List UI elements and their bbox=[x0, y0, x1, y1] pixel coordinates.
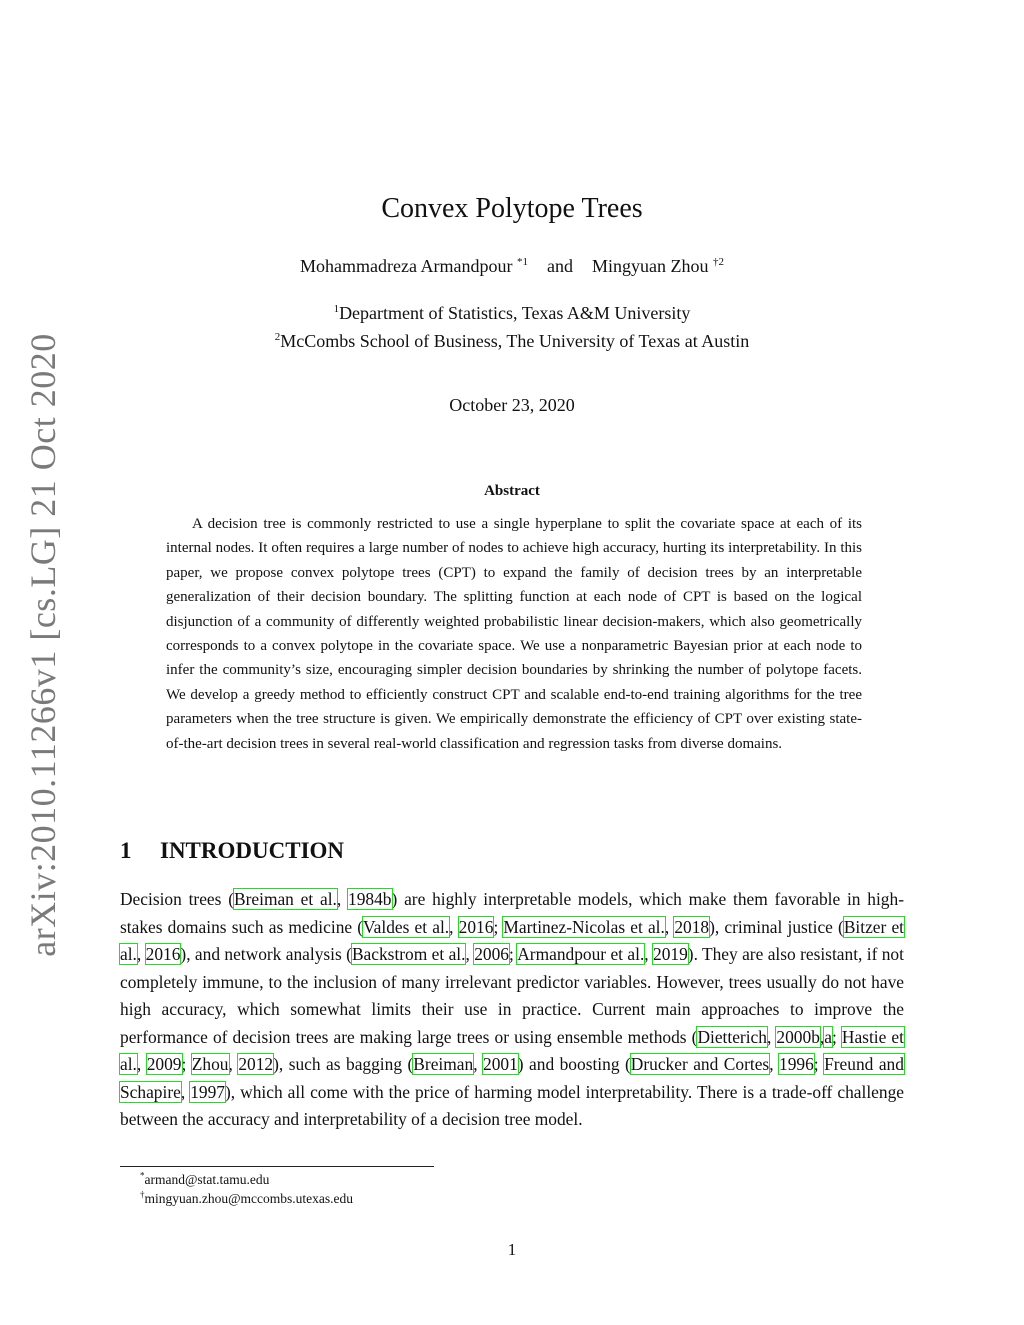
citation-link[interactable]: Valdes et al. bbox=[363, 916, 450, 937]
body-text: ), which all come with the price of harming model interpretability. There is a trade-off challenge between the accuracy and interpretability of a decision tree model. bbox=[120, 1081, 904, 1129]
authors-joiner: and bbox=[546, 256, 573, 276]
section-heading bbox=[120, 838, 344, 864]
citation-link[interactable]: Drucker and Cortes bbox=[630, 1054, 770, 1074]
body-text: ; bbox=[493, 916, 504, 937]
author-line bbox=[0, 256, 1024, 277]
body-text: , bbox=[766, 1026, 777, 1047]
introduction-paragraph bbox=[120, 886, 904, 1134]
citation-link[interactable]: Armandpour et al. bbox=[517, 944, 645, 964]
body-text: ) and boosting ( bbox=[517, 1054, 631, 1074]
citation-link[interactable]: Martinez-Nicolas et al. bbox=[503, 916, 665, 937]
body-text: , bbox=[664, 916, 675, 937]
body-text: , bbox=[769, 1054, 780, 1074]
citation-link[interactable]: 2019 bbox=[653, 944, 688, 964]
body-text: , bbox=[644, 944, 654, 964]
footnote bbox=[140, 1172, 269, 1188]
body-text: , bbox=[473, 1054, 483, 1074]
citation-link[interactable]: Backstrom et al. bbox=[351, 944, 466, 964]
body-text: , bbox=[336, 889, 349, 909]
citation-link[interactable]: 1984b bbox=[348, 889, 392, 909]
citation-link[interactable]: 1996 bbox=[779, 1054, 814, 1074]
section-number: 1 bbox=[120, 838, 132, 863]
body-text: ; bbox=[181, 1054, 192, 1074]
affiliation-text: McCombs School of Business, The University of Texas at Austin bbox=[280, 331, 750, 351]
body-text: Decision trees ( bbox=[120, 889, 234, 909]
body-text: , bbox=[136, 944, 146, 964]
paper-date: October 23, 2020 bbox=[449, 395, 575, 415]
citation-link[interactable]: 2006 bbox=[474, 944, 509, 964]
body-text: ). They are also resistant, if not completely immune, to the inclusion of many irrelevant predictor variables. However, trees usually do not have high accuracy, which somewhat limits their use in practice. Current main approaches to improve the performance of decision trees are making large trees or using ensemble methods ( bbox=[120, 944, 904, 1047]
author-name: Mingyuan Zhou bbox=[591, 256, 709, 276]
affiliation-mark: 2 bbox=[274, 331, 281, 343]
footnote-mark: * bbox=[140, 1170, 145, 1181]
affiliation-mark: 1 bbox=[333, 303, 340, 315]
section-title: INTRODUCTION bbox=[160, 838, 345, 863]
author-name: Mohammadreza Armandpour bbox=[300, 256, 513, 276]
affiliation bbox=[0, 303, 1024, 324]
citation-link[interactable]: 2016 bbox=[145, 944, 181, 964]
body-text: , bbox=[228, 1054, 239, 1074]
page-number: 1 bbox=[507, 1240, 517, 1259]
citation-link[interactable]: 2001 bbox=[483, 1054, 518, 1074]
citation-link[interactable]: 2000b bbox=[776, 1026, 820, 1047]
citation-link[interactable]: Bitzer et al. bbox=[120, 916, 905, 964]
body-text: ; bbox=[831, 1026, 842, 1047]
body-text: ), criminal justice ( bbox=[709, 916, 844, 937]
citation-link[interactable]: 2009 bbox=[146, 1054, 182, 1074]
body-text: ), and network analysis ( bbox=[180, 944, 352, 964]
body-text: ; bbox=[508, 944, 518, 964]
footnote-email-link[interactable]: mingyuan.zhou@mccombs.utexas.edu bbox=[144, 1191, 354, 1206]
author-mark: †2 bbox=[712, 256, 724, 268]
citation-link[interactable]: a bbox=[824, 1026, 832, 1047]
affiliation bbox=[0, 331, 1024, 352]
citation-link[interactable]: Breiman et al. bbox=[234, 889, 337, 909]
citation-link[interactable]: Hastie et al. bbox=[120, 1026, 904, 1074]
citation-link[interactable]: 2012 bbox=[238, 1054, 274, 1074]
body-text: , bbox=[449, 916, 459, 937]
body-text: , bbox=[819, 1026, 825, 1047]
body-text: , bbox=[465, 944, 475, 964]
body-text: , bbox=[136, 1054, 147, 1074]
footnote-divider bbox=[120, 1166, 434, 1167]
footnote-email-link[interactable]: armand@stat.tamu.edu bbox=[144, 1172, 270, 1187]
body-text: , bbox=[180, 1081, 191, 1102]
footnote-mark: † bbox=[140, 1189, 145, 1200]
citation-link[interactable]: 2018 bbox=[674, 916, 710, 937]
citation-link[interactable]: Zhou bbox=[191, 1054, 229, 1074]
citation-link[interactable]: 2016 bbox=[458, 916, 494, 937]
arxiv-identifier-stamp: arXiv:2010.11266v1 [cs.LG] 21 Oct 2020 bbox=[23, 333, 63, 957]
citation-link[interactable]: Breiman bbox=[413, 1054, 474, 1074]
body-text: ; bbox=[813, 1054, 825, 1074]
citation-link[interactable]: Freund and Schapire bbox=[120, 1054, 904, 1102]
abstract-body: A decision tree is commonly restricted to use a single hyperplane to split the covariate space at each of its internal nodes. It often requires a large number of nodes to achieve high accuracy, hurting its interpretability. In this paper, we propose convex polytope trees (CPT) to expand the family of decision trees by an interpretable generalization of their decision boundary. The splitting function at each node of CPT is based on the logical disjunction of a community of differently weighted probabilistic linear decision-makers, which also geometrically corresponds to a convex polytope in the covariate space. We use a nonparametric Bayesian prior at each node to infer the community’s size, encouraging simpler decision boundaries by shrinking the number of polytope facets. We develop a greedy method to efficiently construct CPT and scalable end-to-end training algorithms for the tree parameters when the tree structure is given. We empirically demonstrate the efficiency of CPT over existing state-of-the-art decision trees in several real-world classification and regression tasks from diverse domains. bbox=[166, 516, 862, 752]
body-text: ), such as bagging ( bbox=[273, 1054, 414, 1074]
footnote bbox=[140, 1191, 353, 1207]
affiliation-text: Department of Statistics, Texas A&M University bbox=[339, 303, 691, 323]
citation-link[interactable]: 1997 bbox=[190, 1081, 225, 1102]
paper-title: Convex Polytope Trees bbox=[381, 193, 643, 224]
citation-link[interactable]: Dietterich bbox=[697, 1026, 767, 1047]
author-mark: *1 bbox=[516, 256, 528, 268]
abstract-heading: Abstract bbox=[484, 483, 540, 499]
body-text: ) are highly interpretable models, which make them favorable in high-stakes domains such as medicine ( bbox=[120, 889, 904, 937]
